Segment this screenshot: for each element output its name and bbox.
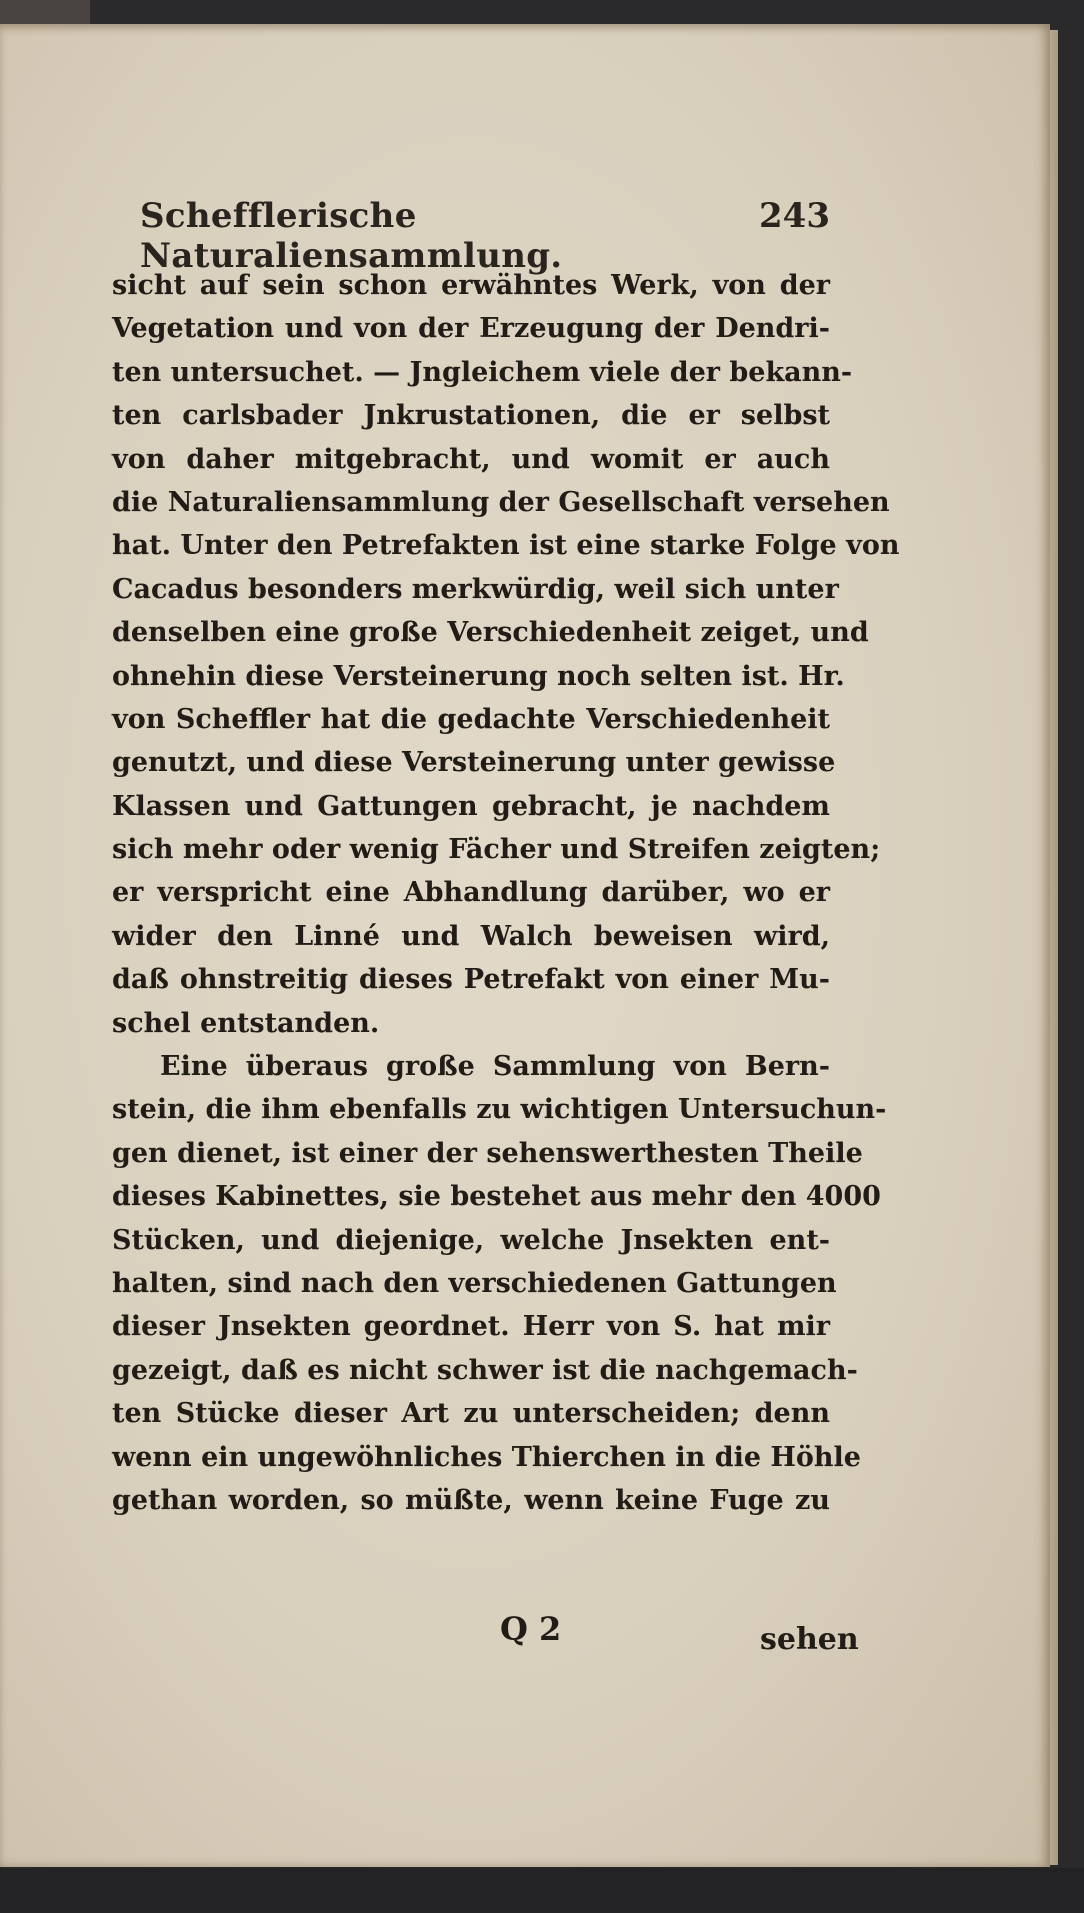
catchword: sehen <box>760 1622 859 1657</box>
text-line: Vegetation und von der Erzeugung der Dendri- <box>112 313 830 345</box>
page-header <box>140 196 830 276</box>
text-line: stein, die ihm ebenfalls zu wichtigen Untersuchun- <box>112 1094 887 1126</box>
text-line: er verspricht eine Abhandlung darüber, wo er <box>112 877 830 909</box>
text-line: genutzt, und diese Versteinerung unter gewisse <box>112 747 836 779</box>
text-line: gethan worden, so müßte, wenn keine Fuge zu <box>112 1484 830 1516</box>
text-line: hat. Unter den Petrefakten ist eine starke Folge von <box>112 530 900 562</box>
text-line: Stücken, und diejenige, welche Jnsekten ent- <box>112 1224 830 1256</box>
text-line: sich mehr oder wenig Fächer und Streifen zeigten; <box>112 834 881 866</box>
text-line: gen dienet, ist einer der sehenswerthesten Theile <box>112 1137 863 1169</box>
text-line: wider den Linné und Walch beweisen wird, <box>112 920 830 952</box>
text-line: von daher mitgebracht, und womit er auch <box>112 443 830 475</box>
text-line: Eine überaus große Sammlung von Bern- <box>160 1051 830 1083</box>
background-band <box>0 1868 1084 1913</box>
text-line: ten Stücke dieser Art zu unterscheiden; denn <box>112 1398 830 1430</box>
text-line: daß ohnstreitig dieses Petrefakt von einer Mu- <box>112 964 830 996</box>
text-line: schel entstanden. <box>112 1007 380 1039</box>
text-line: ten untersuchet. — Jngleichem viele der bekann- <box>112 356 853 388</box>
book-edge-strip <box>0 0 90 26</box>
body-text <box>112 264 900 1522</box>
text-line: ohnehin diese Versteinerung noch selten ist. Hr. <box>112 660 845 692</box>
text-line: die Naturaliensammlung der Gesellschaft versehen <box>112 486 890 518</box>
text-line: denselben eine große Verschiedenheit zeiget, und <box>112 617 869 649</box>
signature-mark: Q 2 <box>500 1610 562 1648</box>
text-line: von Scheffler hat die gedachte Verschiedenheit <box>112 703 830 735</box>
page-number: 243 <box>759 196 830 236</box>
text-line: wenn ein ungewöhnliches Thierchen in die Höhle <box>112 1441 861 1473</box>
text-line: dieser Jnsekten geordnet. Herr von S. hat mir <box>112 1311 830 1343</box>
text-line: Klassen und Gattungen gebracht, je nachdem <box>112 790 830 822</box>
text-line: halten, sind nach den verschiedenen Gattungen <box>112 1267 837 1299</box>
text-line: dieses Kabinettes, sie bestehet aus mehr den 4000 <box>112 1181 881 1213</box>
text-line: ten carlsbader Jnkrustationen, die er selbst <box>112 400 830 432</box>
running-title: Schefflerische Naturaliensammlung. <box>140 196 563 276</box>
text-line: sicht auf sein schon erwähntes Werk, von der <box>112 270 830 301</box>
text-line: gezeigt, daß es nicht schwer ist die nachgemach- <box>112 1354 858 1386</box>
text-line: Cacadus besonders merkwürdig, weil sich unter <box>112 573 839 605</box>
